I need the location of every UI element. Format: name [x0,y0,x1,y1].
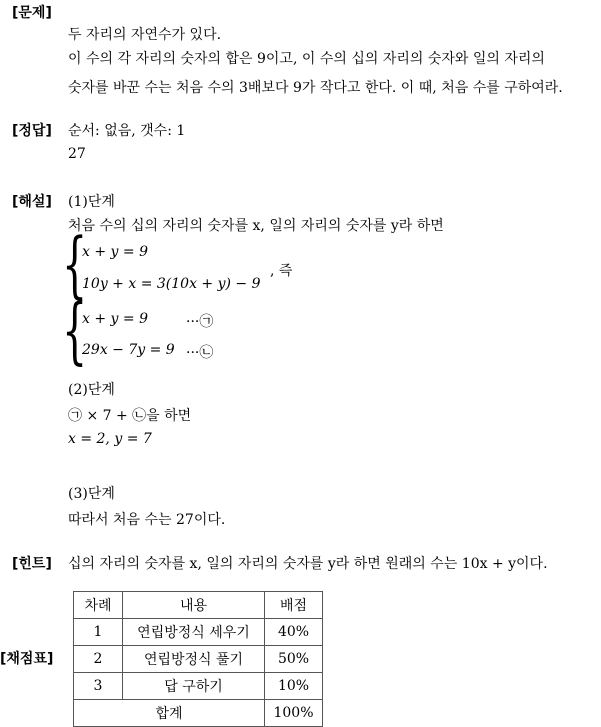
grading-header-content: 내용 [123,592,265,619]
step2-text: ㉠ × 7 + ㉡을 하면 [68,408,192,424]
grading-header-score: 배점 [265,592,323,619]
eq1-line-a: x + y = 9 [82,244,148,260]
step1-text: 처음 수의 십의 자리의 숫자를 x, 일의 자리의 숫자를 y라 하면 [68,218,444,234]
grading-cell: 2 [74,646,123,673]
grading-cell: 답 구하기 [123,673,265,700]
answer-tag: [정답] [12,123,52,139]
problem-line-3: 숫자를 바꾼 수는 처음 수의 3배보다 9가 작다고 한다. 이 때, 처음 수를 구하여라. [68,80,563,96]
step2-title: (2)단계 [68,382,115,398]
grading-header-row [74,592,323,619]
grading-total-label: 합계 [74,700,265,727]
eq2-line-a-mark: ···㉠ [186,314,214,330]
grading-total-row [74,700,323,727]
problem-tag: [문제] [12,5,52,21]
hint-tag: [힌트] [12,556,52,572]
grading-cell: 연립방정식 풀기 [123,646,265,673]
solution-tag: [해설] [12,194,52,210]
eq1-suffix: , 즉 [270,263,293,279]
step1-title: (1)단계 [68,194,115,210]
grading-total-value: 100% [265,700,323,727]
grading-cell: 연립방정식 세우기 [123,619,265,646]
system-brace-2: { [62,288,88,372]
table-row [74,619,323,646]
eq2-line-a: x + y = 9 [82,311,148,327]
grading-tag: [채점표] [0,651,54,667]
grading-cell: 40% [265,619,323,646]
grading-header-order: 차례 [74,592,123,619]
problem-line-2: 이 수의 각 자리의 숫자의 합은 9이고, 이 수의 십의 자리의 숫자와 일의 자리의 [68,51,545,67]
grading-cell: 50% [265,646,323,673]
eq2-line-b: 29x − 7y = 9 [82,342,175,358]
answer-meta: 순서: 없음, 갯수: 1 [68,123,186,139]
hint-text: 십의 자리의 숫자를 x, 일의 자리의 숫자를 y라 하면 원래의 수는 10x + y이다. [68,556,548,572]
answer-value: 27 [68,146,86,162]
step3-text: 따라서 처음 수는 27이다. [68,512,226,528]
problem-line-1: 두 자리의 자연수가 있다. [68,27,222,43]
step3-title: (3)단계 [68,486,115,502]
table-row [74,646,323,673]
eq2-line-b-mark: ···㉡ [186,345,214,361]
step2-result: x = 2, y = 7 [68,431,152,447]
system-brace-1: { [62,222,88,306]
eq1-line-b: 10y + x = 3(10x + y) − 9 [82,276,261,292]
grading-table [73,591,323,727]
table-row [74,673,323,700]
grading-cell: 1 [74,619,123,646]
grading-cell: 3 [74,673,123,700]
grading-cell: 10% [265,673,323,700]
